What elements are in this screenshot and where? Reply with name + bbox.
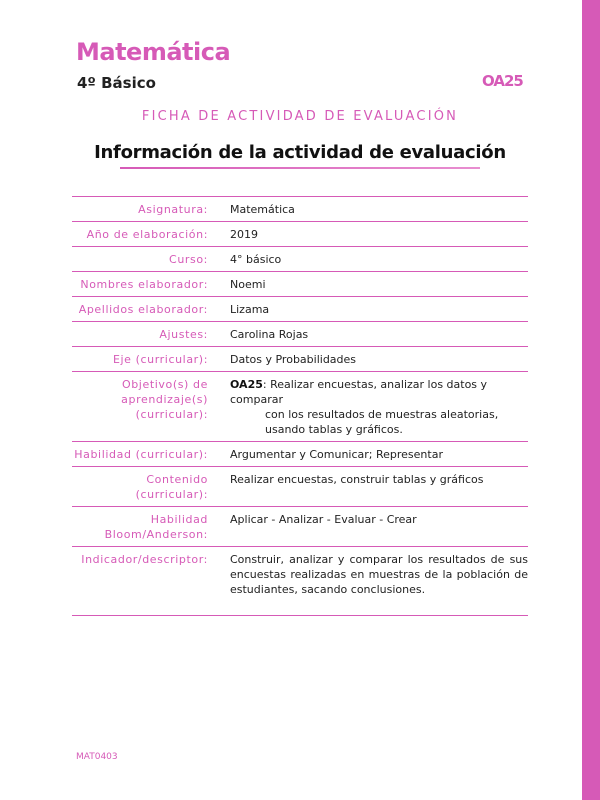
row-value: Construir, analizar y comparar los resultados de sus encuestas realizadas en muestras de la población de estudiantes, sacando conclusiones. (230, 553, 528, 596)
table-row (72, 442, 528, 467)
row-label: Curso: (169, 253, 208, 266)
row-value: Argumentar y Comunicar; Representar (230, 448, 443, 461)
table-row (72, 507, 528, 547)
table-row (72, 372, 528, 442)
row-value: Aplicar - Analizar - Evaluar - Crear (230, 513, 417, 526)
activity-info-table (72, 196, 528, 616)
table-row (72, 197, 528, 222)
row-label: Nombres elaborador: (80, 278, 208, 291)
objective-code: OA25 (230, 378, 263, 391)
row-value: Datos y Probabilidades (230, 353, 357, 366)
footer-document-code: MAT0403 (76, 752, 118, 762)
table-row (72, 247, 528, 272)
table-row (72, 347, 528, 372)
row-label: Habilidad Bloom/Anderson: (104, 513, 208, 541)
table-row (72, 297, 528, 322)
row-label: Asignatura: (138, 203, 208, 216)
row-label: Año de elaboración: (86, 228, 208, 241)
grade-label: 4º Básico (77, 74, 156, 92)
row-label: Habilidad (curricular): (74, 448, 208, 461)
objective-text-first-line: : Realizar encuestas, analizar los datos y comparar (230, 378, 488, 406)
subject-title: Matemática (76, 38, 231, 66)
table-row (72, 272, 528, 297)
row-value: Noemi (230, 278, 266, 291)
table-row (72, 547, 528, 616)
objective-text-continuation: con los resultados de muestras aleatorias, usando tablas y gráficos. (265, 408, 499, 436)
objective-code-badge: OA25 (482, 72, 523, 90)
row-label: Eje (curricular): (112, 353, 208, 366)
table-row (72, 467, 528, 507)
sheet-type-heading: FICHA DE ACTIVIDAD DE EVALUACIÓN (141, 109, 459, 124)
table-row (72, 322, 528, 347)
row-value (228, 372, 528, 442)
row-label: Indicador/descriptor: (81, 553, 208, 566)
row-label: Ajustes: (159, 328, 208, 341)
title-underline (120, 167, 480, 169)
table-row (72, 222, 528, 247)
document-title: Información de la actividad de evaluación (94, 142, 506, 163)
row-value: 2019 (230, 228, 258, 241)
row-value: Realizar encuestas, construir tablas y gráficos (230, 473, 484, 486)
row-value: Carolina Rojas (230, 328, 309, 341)
row-value: Matemática (230, 203, 295, 216)
row-value: Lizama (230, 303, 270, 316)
row-value: 4° básico (230, 253, 282, 266)
row-label: Apellidos elaborador: (78, 303, 208, 316)
row-label: Objetivo(s) de aprendizaje(s) (curricular): (121, 378, 208, 421)
row-label: Contenido (curricular): (135, 473, 208, 501)
